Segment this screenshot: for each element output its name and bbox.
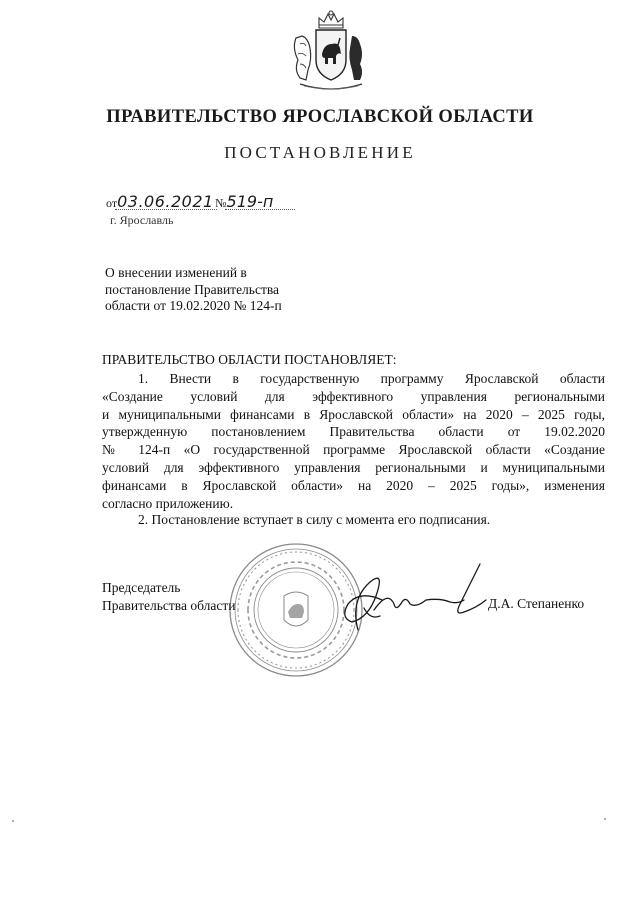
paragraph-line: «Создание условий для эффективного управления региональными [102, 388, 605, 404]
subject-line: области от 19.02.2020 № 124-п [105, 298, 282, 313]
paragraph-line: 2. Постановление вступает в силу с момента его подписания. [138, 512, 491, 527]
paragraph-1 [102, 370, 605, 512]
coat-of-arms-emblem [286, 8, 376, 94]
date-prefix: от [106, 196, 118, 210]
scan-speck [604, 818, 606, 820]
subject-line: О внесении изменений в [105, 265, 247, 280]
organization-title: ПРАВИТЕЛЬСТВО ЯРОСЛАВСКОЙ ОБЛАСТИ [106, 107, 534, 127]
subject-line: постановление Правительства [105, 281, 280, 297]
signatory-title-line: Председатель [102, 580, 181, 595]
handwritten-signature [330, 560, 490, 645]
paragraph-line: согласно приложению. [102, 495, 234, 511]
number-sign: № [215, 196, 227, 210]
paragraph-line: утвержденную постановлением Правительства области от 19.02.2020 [102, 424, 605, 440]
handwritten-date: 03.06.2021 [117, 192, 214, 211]
document-type-title: ПОСТАНОВЛЕНИЕ [224, 143, 416, 162]
resolves-heading: ПРАВИТЕЛЬСТВО ОБЛАСТИ ПОСТАНОВЛЯЕТ: [102, 352, 397, 367]
paragraph-2 [102, 511, 605, 529]
paragraph-line: финансами в Ярославской области» на 2020 – 2025 годы», изменения [102, 477, 605, 493]
handwritten-number: 519-п [227, 192, 293, 211]
paragraph-line: 1. Внести в государственную программу Ярославской области [138, 371, 605, 386]
signatory-title-line: Правительства области [102, 597, 236, 613]
signatory-name: Д.А. Степаненко [488, 596, 585, 611]
paragraph-line: условий для эффективного управления региональными и муниципальными [102, 459, 605, 475]
date-number-line [106, 192, 293, 211]
document-subject [105, 265, 355, 315]
city-label: г. Ярославль [110, 213, 174, 227]
scan-speck [12, 820, 14, 822]
signatory-title [102, 579, 235, 614]
paragraph-line: № 124-п «О государственной программе Ярославской области «Создание [102, 442, 605, 458]
paragraph-line: и муниципальными финансами в Ярославской области» на 2020 – 2025 годы, [102, 406, 605, 422]
